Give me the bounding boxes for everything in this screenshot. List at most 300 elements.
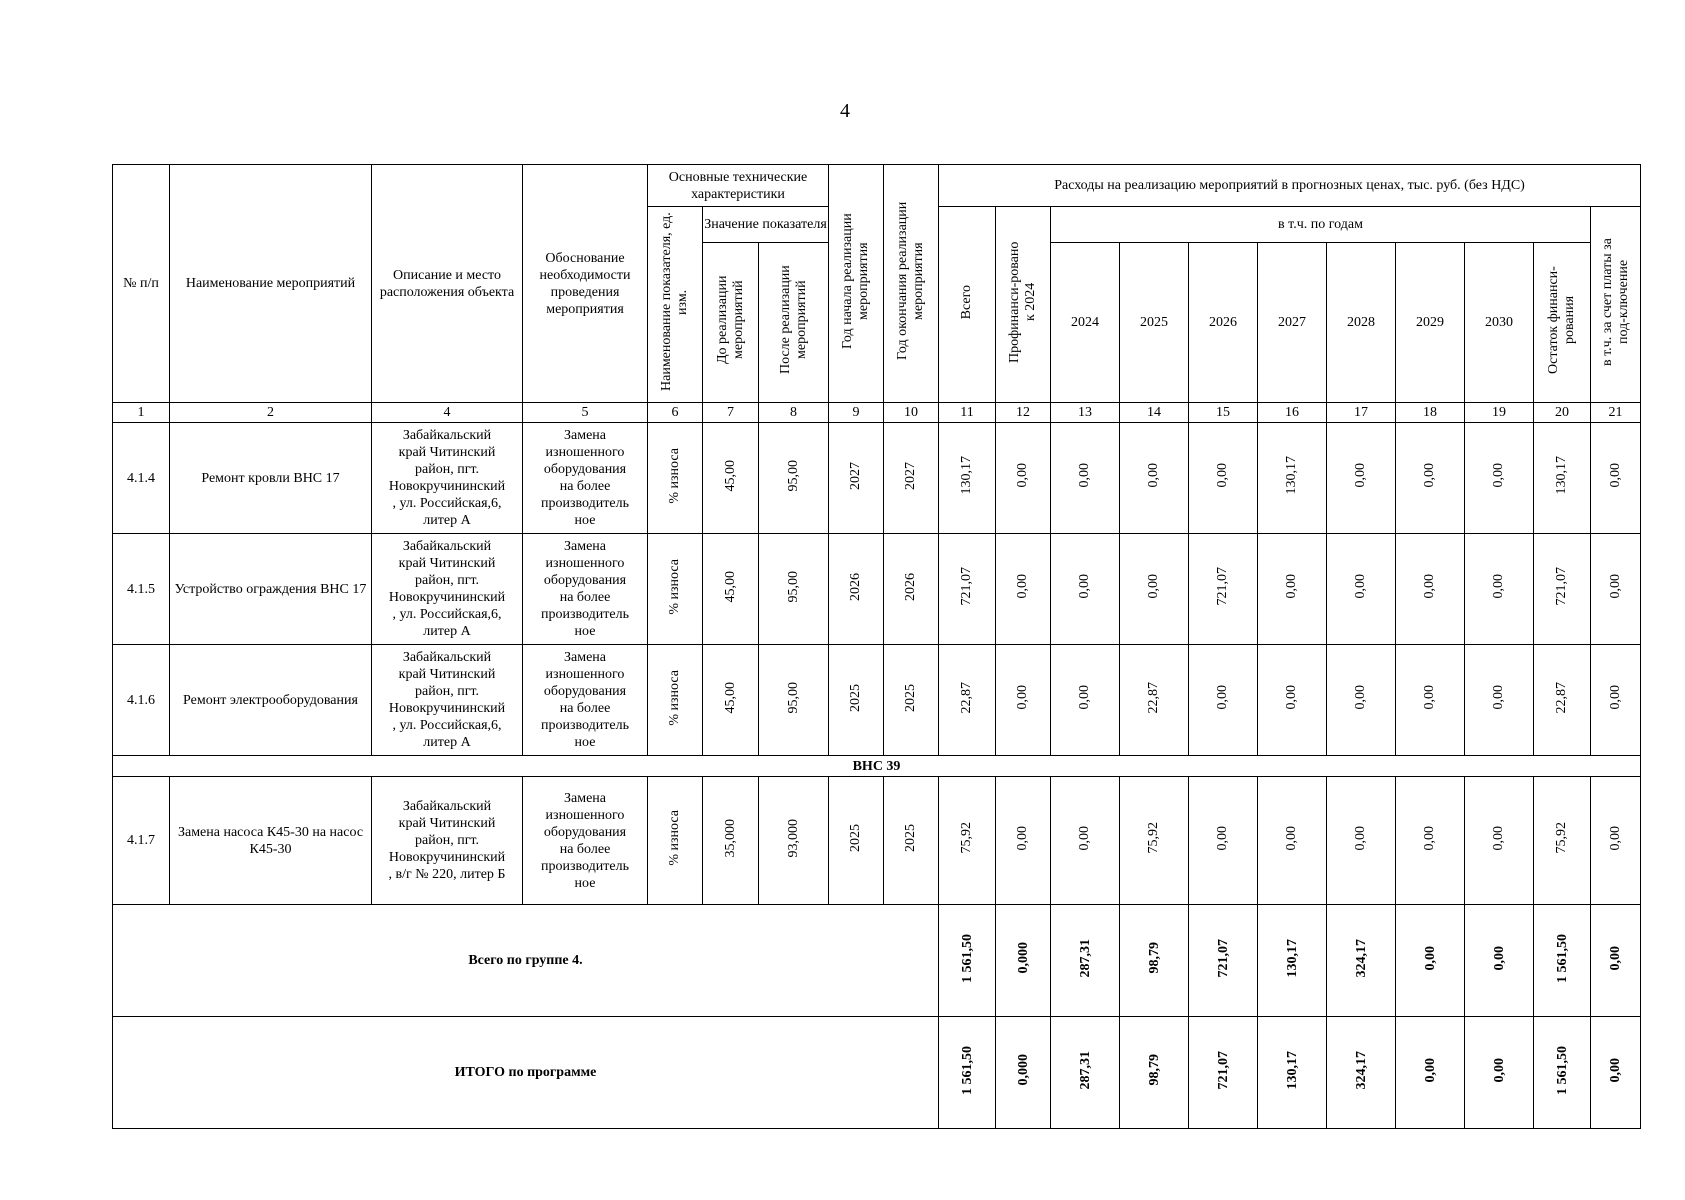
row-year-start: 2025 <box>848 824 863 852</box>
row-year-value: 0,00 <box>1422 825 1437 851</box>
justification-line: на более <box>559 590 611 605</box>
total-year-value: 130,17 <box>1284 1050 1300 1090</box>
header-by-years: в т.ч. по годам <box>1051 207 1591 243</box>
row-total: 721,07 <box>959 567 974 606</box>
header-year-end-cell <box>884 165 939 403</box>
row-after: 95,00 <box>785 681 801 714</box>
header-year-2028: 2028 <box>1327 243 1396 403</box>
header-year-2027: 2027 <box>1258 243 1327 403</box>
row-remainder: 75,92 <box>1554 822 1569 854</box>
row-remainder-cell <box>1534 645 1591 756</box>
row-year-value: 0,00 <box>1284 574 1299 599</box>
total-connection-cell <box>1591 1017 1641 1129</box>
row-year-end: 2026 <box>903 572 918 601</box>
total-year-cell <box>1189 1017 1258 1129</box>
row-connection: 0,00 <box>1607 685 1623 710</box>
table-row <box>113 534 1641 645</box>
row-total-cell <box>939 423 996 534</box>
row-after-cell <box>759 645 829 756</box>
row-total: 130,17 <box>959 456 974 495</box>
total-remainder-cell <box>1534 905 1591 1017</box>
row-year-value-cell <box>1120 423 1189 534</box>
row-year-value: 0,00 <box>1353 825 1368 851</box>
total-year-cell <box>1465 905 1534 1017</box>
row-prefinanced: 0,00 <box>1015 685 1030 710</box>
row-remainder: 130,17 <box>1554 456 1569 495</box>
location-line: район, пгт. <box>415 462 479 477</box>
row-remainder-cell <box>1534 534 1591 645</box>
total-year-cell <box>1465 1017 1534 1129</box>
total-year-value: 287,31 <box>1077 1050 1093 1090</box>
row-total: 22,87 <box>959 681 974 714</box>
row-year-value: 0,00 <box>1491 825 1506 851</box>
row-year-start-cell <box>829 645 884 756</box>
total-year-value: 287,31 <box>1077 938 1093 978</box>
col-num: 1 <box>113 403 170 423</box>
row-justification <box>523 534 648 645</box>
row-location <box>372 423 523 534</box>
row-year-value-cell <box>1396 534 1465 645</box>
row-year-value: 130,17 <box>1284 456 1299 495</box>
total-year-value: 0,00 <box>1491 1057 1507 1083</box>
total-year-value: 0,00 <box>1491 945 1507 971</box>
row-year-value: 0,00 <box>1422 463 1437 488</box>
row-indicator: % износа <box>667 558 682 615</box>
total-year-cell <box>1258 905 1327 1017</box>
col-num: 13 <box>1051 403 1120 423</box>
row-year-value-cell <box>1327 534 1396 645</box>
row-after-cell <box>759 777 829 905</box>
header-connection-cell <box>1591 207 1641 403</box>
col-num: 20 <box>1534 403 1591 423</box>
total-prefinanced: 0,000 <box>1015 1054 1031 1086</box>
row-indicator-cell <box>648 534 703 645</box>
header-year-start: Год начала реализации мероприятия <box>840 213 871 349</box>
justification-line: изношенного <box>545 445 625 460</box>
row-num: 4.1.4 <box>113 423 170 534</box>
row-num: 4.1.7 <box>113 777 170 905</box>
row-justification <box>523 777 648 905</box>
total-year-value: 0,00 <box>1422 1057 1438 1083</box>
header-connection-fee: в т.ч. за счет платы за под-ключение <box>1599 238 1631 366</box>
row-year-value-cell <box>1465 645 1534 756</box>
total-prefinanced-cell <box>996 1017 1051 1129</box>
row-year-value-cell <box>1051 423 1120 534</box>
row-year-value: 0,00 <box>1353 574 1368 599</box>
program-table <box>112 164 1641 1129</box>
total-year-cell <box>1120 1017 1189 1129</box>
col-num: 10 <box>884 403 939 423</box>
header-row-1 <box>113 165 1641 207</box>
header-num: № п/п <box>113 165 170 403</box>
row-year-end-cell <box>884 777 939 905</box>
header-indicator-name-cell <box>648 207 703 403</box>
location-line: край Читинский <box>398 556 496 571</box>
location-line: , ул. Российская,6, <box>392 607 502 622</box>
row-year-value: 0,00 <box>1422 685 1437 710</box>
row-year-value-cell <box>1396 645 1465 756</box>
location-line: , в/г № 220, литер Б <box>388 867 506 882</box>
row-year-value: 0,00 <box>1215 685 1230 710</box>
total-sum-cell <box>939 905 996 1017</box>
row-location <box>372 534 523 645</box>
header-year-2025: 2025 <box>1120 243 1189 403</box>
col-num: 11 <box>939 403 996 423</box>
row-connection: 0,00 <box>1607 825 1623 851</box>
row-after: 95,00 <box>785 570 801 603</box>
location-line: Новокручининский <box>388 701 506 716</box>
header-location: Описание и место расположения объекта <box>372 165 523 403</box>
location-line: Забайкальский <box>402 428 492 443</box>
group-row <box>113 756 1641 777</box>
header-year-2030: 2030 <box>1465 243 1534 403</box>
total-year-cell <box>1396 1017 1465 1129</box>
total-year-cell <box>1120 905 1189 1017</box>
location-line: , ул. Российская,6, <box>392 718 502 733</box>
location-line: край Читинский <box>398 816 496 831</box>
total-label: Всего по группе 4. <box>113 905 939 1017</box>
row-year-value-cell <box>1189 534 1258 645</box>
header-indicator-name: Наименование показателя, ед. изм. <box>659 212 690 392</box>
row-year-value-cell <box>1051 777 1120 905</box>
total-year-value: 324,17 <box>1353 938 1369 978</box>
col-num: 14 <box>1120 403 1189 423</box>
row-after: 93,000 <box>785 818 801 858</box>
justification-line: производитель <box>541 607 629 622</box>
justification-line: на более <box>559 841 611 857</box>
row-year-value: 0,00 <box>1491 685 1506 710</box>
row-year-value: 721,07 <box>1215 567 1230 606</box>
row-total-cell <box>939 645 996 756</box>
row-year-value: 0,00 <box>1422 574 1437 599</box>
justification-line: оборудования <box>543 684 627 699</box>
header-name: Наименование мероприятий <box>170 165 372 403</box>
justification-line: Замена <box>563 428 606 443</box>
total-year-value: 98,79 <box>1146 1054 1162 1086</box>
row-year-value-cell <box>1327 645 1396 756</box>
row-year-start: 2025 <box>848 683 863 712</box>
table-row <box>113 423 1641 534</box>
col-num: 21 <box>1591 403 1641 423</box>
row-year-value-cell <box>1120 777 1189 905</box>
total-row <box>113 905 1641 1017</box>
row-year-end: 2027 <box>903 461 918 490</box>
row-year-end-cell <box>884 645 939 756</box>
row-indicator: % износа <box>667 810 682 866</box>
row-year-end-cell <box>884 534 939 645</box>
justification-line: производитель <box>541 718 629 733</box>
row-before: 35,000 <box>722 818 738 858</box>
location-line: Забайкальский <box>402 539 492 554</box>
header-before: До реализации мероприятий <box>714 275 746 365</box>
header-tech-chars: Основные технические характеристики <box>648 165 829 207</box>
total-remainder: 1 561,50 <box>1554 1045 1570 1095</box>
row-year-value-cell <box>1465 534 1534 645</box>
row-year-start: 2026 <box>848 572 863 601</box>
row-year-value: 0,00 <box>1077 825 1092 851</box>
row-year-value-cell <box>1189 777 1258 905</box>
row-before-cell <box>703 534 759 645</box>
total-year-cell <box>1396 905 1465 1017</box>
total-year-value: 721,07 <box>1215 1050 1231 1090</box>
row-before-cell <box>703 645 759 756</box>
row-location <box>372 777 523 905</box>
table-row <box>113 645 1641 756</box>
row-connection-cell <box>1591 423 1641 534</box>
row-year-value-cell <box>1327 423 1396 534</box>
total-year-cell <box>1327 1017 1396 1129</box>
row-indicator-cell <box>648 777 703 905</box>
row-year-end-cell <box>884 423 939 534</box>
justification-line: оборудования <box>543 462 627 477</box>
col-num: 2 <box>170 403 372 423</box>
row-connection-cell <box>1591 777 1641 905</box>
col-num: 8 <box>759 403 829 423</box>
row-justification <box>523 423 648 534</box>
row-connection-cell <box>1591 645 1641 756</box>
row-year-value: 0,00 <box>1491 574 1506 599</box>
header-total: Всего <box>959 284 974 320</box>
row-after-cell <box>759 534 829 645</box>
col-num: 12 <box>996 403 1051 423</box>
location-line: литер А <box>423 513 471 528</box>
group-label: ВНС 39 <box>113 756 1641 777</box>
row-year-value: 0,00 <box>1077 685 1092 710</box>
row-year-value-cell <box>1396 777 1465 905</box>
justification-line: оборудования <box>543 573 627 588</box>
header-after: После реализации мероприятий <box>777 265 809 375</box>
row-year-start-cell <box>829 777 884 905</box>
row-year-value: 0,00 <box>1077 574 1092 599</box>
total-year-cell <box>1258 1017 1327 1129</box>
header-year-2029: 2029 <box>1396 243 1465 403</box>
total-year-value: 98,79 <box>1146 942 1162 974</box>
row-year-value-cell <box>1258 645 1327 756</box>
header-year-2026: 2026 <box>1189 243 1258 403</box>
row-after: 95,00 <box>785 459 801 492</box>
location-line: край Читинский <box>398 445 496 460</box>
row-year-start-cell <box>829 423 884 534</box>
row-year-value-cell <box>1465 777 1534 905</box>
location-line: , ул. Российская,6, <box>392 496 502 511</box>
location-line: Новокручининский <box>388 479 506 494</box>
row-year-value: 0,00 <box>1284 825 1299 851</box>
row-year-end: 2025 <box>903 824 918 852</box>
total-year-cell <box>1189 905 1258 1017</box>
header-year-end: Год окончания реализации мероприятия <box>895 201 926 361</box>
row-name: Ремонт электрооборудования <box>170 645 372 756</box>
column-numbers-row <box>113 403 1641 423</box>
row-year-value: 0,00 <box>1284 685 1299 710</box>
row-year-value-cell <box>1051 534 1120 645</box>
col-num: 6 <box>648 403 703 423</box>
header-justification: Обоснование необходимости проведения мероприятия <box>523 165 648 403</box>
header-prefinanced: Профинанси-ровано к 2024 <box>1007 241 1038 363</box>
justification-line: оборудования <box>543 824 627 840</box>
row-year-value-cell <box>1396 423 1465 534</box>
row-indicator: % износа <box>667 447 682 504</box>
total-label: ИТОГО по программе <box>113 1017 939 1129</box>
total-year-value: 324,17 <box>1353 1050 1369 1090</box>
row-connection: 0,00 <box>1607 463 1623 488</box>
total-prefinanced: 0,000 <box>1015 942 1031 974</box>
location-line: Забайкальский <box>402 650 492 665</box>
row-num: 4.1.5 <box>113 534 170 645</box>
row-location <box>372 645 523 756</box>
justification-line: ное <box>574 624 596 639</box>
col-num: 17 <box>1327 403 1396 423</box>
page-number: 4 <box>840 100 850 122</box>
row-total-cell <box>939 777 996 905</box>
row-total: 75,92 <box>959 822 974 854</box>
total-connection: 0,00 <box>1608 945 1624 971</box>
row-year-start: 2027 <box>848 461 863 490</box>
row-year-value-cell <box>1051 645 1120 756</box>
row-indicator: % износа <box>667 669 682 726</box>
total-remainder: 1 561,50 <box>1554 933 1570 983</box>
location-line: район, пгт. <box>415 684 479 699</box>
total-remainder-cell <box>1534 1017 1591 1129</box>
col-num: 7 <box>703 403 759 423</box>
location-line: Забайкальский <box>402 799 492 814</box>
row-year-end: 2025 <box>903 683 918 712</box>
col-num: 9 <box>829 403 884 423</box>
header-remainder: Остаток финанси-рования <box>1546 266 1577 374</box>
location-line: район, пгт. <box>415 573 479 588</box>
row-prefinanced: 0,00 <box>1015 574 1030 599</box>
row-prefinanced: 0,00 <box>1015 463 1030 488</box>
header-total-cell <box>939 207 996 403</box>
justification-line: Замена <box>563 539 606 554</box>
row-connection: 0,00 <box>1607 574 1623 599</box>
row-justification <box>523 645 648 756</box>
header-before-cell <box>703 243 759 403</box>
location-line: край Читинский <box>398 667 496 682</box>
col-num: 18 <box>1396 403 1465 423</box>
row-indicator-cell <box>648 645 703 756</box>
total-year-cell <box>1051 905 1120 1017</box>
total-prefinanced-cell <box>996 905 1051 1017</box>
row-before-cell <box>703 777 759 905</box>
row-remainder: 22,87 <box>1554 681 1569 714</box>
total-year-value: 721,07 <box>1215 938 1231 978</box>
location-line: литер А <box>423 735 471 750</box>
row-num: 4.1.6 <box>113 645 170 756</box>
total-year-cell <box>1327 905 1396 1017</box>
row-year-value-cell <box>1327 777 1396 905</box>
justification-line: ное <box>574 735 596 750</box>
row-indicator-cell <box>648 423 703 534</box>
row-year-value-cell <box>1258 423 1327 534</box>
row-year-value: 22,87 <box>1146 681 1161 714</box>
row-year-value-cell <box>1189 645 1258 756</box>
justification-line: производитель <box>541 496 629 511</box>
col-num: 19 <box>1465 403 1534 423</box>
row-year-value-cell <box>1120 534 1189 645</box>
row-year-value: 0,00 <box>1146 574 1161 599</box>
row-name: Ремонт кровли ВНС 17 <box>170 423 372 534</box>
total-year-cell <box>1051 1017 1120 1129</box>
row-year-value-cell <box>1258 777 1327 905</box>
row-year-value-cell <box>1465 423 1534 534</box>
total-year-value: 130,17 <box>1284 938 1300 978</box>
col-num: 5 <box>523 403 648 423</box>
row-before: 45,00 <box>722 570 738 603</box>
row-before: 45,00 <box>722 459 738 492</box>
justification-line: Замена <box>563 790 606 806</box>
header-prefinanced-cell <box>996 207 1051 403</box>
row-year-value-cell <box>1120 645 1189 756</box>
header-indicator-value: Значение показателя <box>703 207 829 243</box>
row-prefinanced: 0,00 <box>1015 825 1030 851</box>
total-sum-cell <box>939 1017 996 1129</box>
total-year-value: 0,00 <box>1422 945 1438 971</box>
justification-line: на более <box>559 701 611 716</box>
row-year-value: 0,00 <box>1077 463 1092 488</box>
row-year-value: 0,00 <box>1353 685 1368 710</box>
row-prefinanced-cell <box>996 423 1051 534</box>
row-year-value: 0,00 <box>1146 463 1161 488</box>
row-prefinanced-cell <box>996 777 1051 905</box>
header-after-cell <box>759 243 829 403</box>
col-num: 4 <box>372 403 523 423</box>
col-num: 15 <box>1189 403 1258 423</box>
location-line: Новокручининский <box>388 590 506 605</box>
col-num: 16 <box>1258 403 1327 423</box>
justification-line: производитель <box>541 858 629 874</box>
row-name: Устройство ограждения ВНС 17 <box>170 534 372 645</box>
row-remainder: 721,07 <box>1554 567 1569 606</box>
row-year-start-cell <box>829 534 884 645</box>
total-sum: 1 561,50 <box>959 933 975 983</box>
row-before: 45,00 <box>722 681 738 714</box>
justification-line: на более <box>559 479 611 494</box>
total-connection-cell <box>1591 905 1641 1017</box>
row-after-cell <box>759 423 829 534</box>
header-remainder-cell <box>1534 243 1591 403</box>
location-line: литер А <box>423 624 471 639</box>
header-year-2024: 2024 <box>1051 243 1120 403</box>
location-line: район, пгт. <box>415 833 479 848</box>
total-connection: 0,00 <box>1608 1057 1624 1083</box>
row-before-cell <box>703 423 759 534</box>
justification-line: ное <box>574 875 596 891</box>
total-row <box>113 1017 1641 1129</box>
row-connection-cell <box>1591 534 1641 645</box>
justification-line: изношенного <box>545 667 625 682</box>
header-expenses: Расходы на реализацию мероприятий в прогнозных ценах, тыс. руб. (без НДС) <box>939 165 1641 207</box>
row-year-value: 0,00 <box>1215 463 1230 488</box>
row-year-value-cell <box>1189 423 1258 534</box>
row-prefinanced-cell <box>996 534 1051 645</box>
justification-line: Замена <box>563 650 606 665</box>
row-year-value: 75,92 <box>1146 822 1161 854</box>
row-year-value-cell <box>1258 534 1327 645</box>
justification-line: изношенного <box>545 556 625 571</box>
row-name: Замена насоса К45-30 на насос К45-30 <box>170 777 372 905</box>
row-year-value: 0,00 <box>1353 463 1368 488</box>
justification-line: изношенного <box>545 807 625 823</box>
row-prefinanced-cell <box>996 645 1051 756</box>
row-year-value: 0,00 <box>1215 825 1230 851</box>
row-year-value: 0,00 <box>1491 463 1506 488</box>
justification-line: ное <box>574 513 596 528</box>
row-remainder-cell <box>1534 423 1591 534</box>
row-total-cell <box>939 534 996 645</box>
row-remainder-cell <box>1534 777 1591 905</box>
header-year-start-cell <box>829 165 884 403</box>
total-sum: 1 561,50 <box>959 1045 975 1095</box>
